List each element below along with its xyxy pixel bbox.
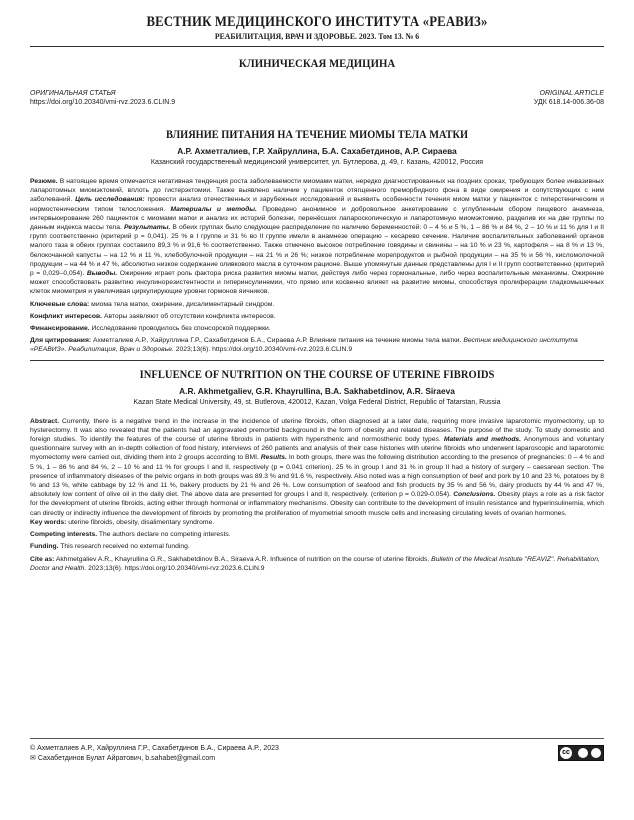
authors-en: A.R. Akhmetgaliev, G.R. Khayrullina, B.A. Sakhabetdinov, A.R. Siraeva [179, 385, 455, 396]
abstract-ru [30, 177, 604, 297]
methods-text-ru: Проведено анонимное и добровольное анкетирование с углубленным сбором пищевого анамнеза, интервьюирование 260 пациенток с миомами матки и анализ их историй болезни, перенёсших лапароскопическую и лапаротомную миомэктомию, разделив их на две группы по данным индекса массы тела. [30, 205, 605, 232]
results-label-en: Results. [260, 454, 287, 462]
keywords-ru: Ключевые слова: миома тела матки, ожирение, дисалиментарный синдром. [30, 300, 275, 308]
affiliation-ru: Казанский государственный медицинский университет, ул. Бутлерова, д. 49, г. Казань, 420012, Россия [150, 159, 484, 166]
keywords-en: Key words: uterine fibroids, obesity, disalimentary syndrome. [30, 518, 215, 526]
abstract-label-ru: Резюме. [30, 178, 58, 185]
article-page [30, 14, 604, 573]
conflict-en: Competing interests. The authors declare no competing interests. [30, 531, 231, 539]
abstract-intro-en: Currently, there is a negative trend in the increase in the incidence of uterine fibroids, often diagnosed at a later date, requiring more invasive laparotomic myomectomy, up to hysterectomy. It was also revealed that the patients had an aggravated premorbid background in the form of obesity and related diseases. The purpose of the study. To study domestic and foreign studies. To identify the features of the course of uterine fibroids in patients with hypersthenic and normosthenic body types. [30, 417, 604, 444]
affiliation-en: Kazan State Medical University, 49, st. Butlerova, 420012, Kazan, Volga Federal District, Republic of Tatarstan, Russia [133, 398, 501, 406]
udk-code: УДК 618.14-006.36-08 [533, 99, 604, 106]
article-title-en: INFLUENCE OF NUTRITION ON THE COURSE OF UTERINE FIBROIDS [139, 368, 495, 381]
article-title-ru: ВЛИЯНИЕ ПИТАНИЯ НА ТЕЧЕНИЕ МИОМЫ ТЕЛА МАТКИ [165, 129, 469, 141]
abstract-en [30, 417, 604, 518]
abstract-intro-ru: В натоящее время отмечается негативная тенденция роста заболеваемости миомами матки, нередко диагностированных на поздних сроках, требующих более инвазивных лапаротомных миомэктомий, вплоть до гистерэктомии. Также выявлено наличие у пациенток отягщенного преморбидного фона в виде ожирения и сопутствующих с ним заболеваний. [30, 178, 604, 204]
article-type-ru: ОРИГИНАЛЬНАЯ СТАТЬЯ [30, 90, 116, 97]
conclusions-text-ru: Ожирение играет роль фактора риска развития миомы матки, действуя либо через гормональные, либо через воспалительные механизмы. Ожирение может способствовать развитию инсулинорезистентности и гиперинсулинемии, что прямо или косвенно влияет на развитие миомы, способствуя пролиферации гладкомышечных клеток миометрия и увеличивая циркулирующие уровни гормонов яичников. [30, 270, 604, 296]
results-text-en: In both groups, there was the following distribution according to the presence of pregnancies: 0 – 4 % and 5 %, 1 – 86 % and 84 %, 2 – 10 % and 11 % for groups I and II, respectively (p = 0.041 criterion). 25 % in group I and 31 % in group II had a history of surgery – caesarean section. The presence of inflammatory diseases of the pelvic organs in both groups was 89.3 % and 91.6 %, respectively. Also noted was a high consumption of beef and pork by 10 and 23 %, potatoes by 8 % and 13 %, white cabbage by 12 % and 11 %, bakery products by 21 % and 26 %. Low consumption of seafood and fish products by 35 % and 56 %, dairy products by 44 % and 47 %, absolutely low content of olive oil in the daily diet. The above data are presented for groups I and II, respectively. (criterion p = 0.029-0.054). [30, 454, 604, 499]
citation-en: Cite as: Akhmetgaliev A.R., Khayrullina G.R., Sakhabetdinov B.A., Siraeva A.R. Influence of nutrition on the course of uterine fibroids. Bulletin of the Medical Institute "REAVIZ". Rehabilitation, Doctor and Health. 2023;13(6). https://doi.org/10.20340/vmi-rvz.2023.6.CLIN.9 [30, 555, 600, 572]
header-divider [30, 46, 604, 47]
contact-info[interactable]: Сахабетдинов Булат Айратович, b.sahabet@gmail.com [37, 755, 216, 762]
section-heading: КЛИНИЧЕСКАЯ МЕДИЦИНА [238, 56, 396, 70]
article-type-en: ORIGINAL ARTICLE [539, 90, 604, 97]
conclusions-text-en: Obesity plays a role as a risk factor for the development of uterine fibroids, acting either through hormonal or inflammatory mechanisms. Obesity can contribute to the development of insulin resistance and hyperinsulinemia, which can directly or indirectly influence the development of fibroids by promoting the proliferation of myometrial smooth muscle cells and increasing circulating levels of ovarian hormones. [30, 491, 604, 517]
methods-text-en: Anonymous and voluntary questionnaire survey with an in-depth collection of food history, interviews of 260 patients and analysis of their case histories with uterine fibroids who underwent laparoscopic and laparotomic myomectomy were carried out, dividing them into 2 groups according to BMI. [30, 436, 604, 462]
footer-divider [30, 738, 604, 739]
authors-ru: А.Р. Ахметгалиев, Г.Р. Хайруллина, Б.А. Сахабетдинов, А.Р. Сираева [177, 146, 457, 156]
article-meta [30, 89, 604, 107]
journal-subtitle: РЕАБИЛИТАЦИЯ, ВРАЧ И ЗДОРОВЬЕ. 2023. Том 13. № 6 [214, 31, 420, 41]
aim-label-ru: Цель исследования: [75, 196, 145, 204]
methods-label-en: Materials and methods. [443, 436, 522, 444]
conclusions-label-ru: Выводы. [86, 270, 118, 278]
footer [30, 744, 279, 764]
results-text-ru: В обеих группах было следующее распределение по наличию беременностей: 0 – 4 % и 5 %, 1 – 86 % и 84 %, 2 – 10 % и 11 % для I и II групп соответственно (критерий p = 0,041). 25 % в I группе и 31 % во II группе имели в анамнезе операцию – кесарево сечение. Наличие воспалительных заболеваний органов малого таза в обеих группах составило 89,3 % и 91,6 % соответственно. Также отмечено высокое потребление говядины и свинины – на 10 % и 23 %, картофеля – на 8 % и 13 %, белокочанной капусты – на 12 % и 11 %, хлебобулочной продукции – на 21 % и 26 %; низкое потребление морепродуктов и рыбной продукции – на 35 % и 56 %, кисломолочной продукции – на 44 % и 47 %, абсолютно низкое содержание оливкового масла в суточном рационе. Выше упомянутые данные представлены для I и II групп соответственно (критерий p = 0,029–0,054). [30, 224, 604, 278]
methods-label-ru: Материалы и методы. [170, 205, 257, 213]
funding-en: Funding. This research received no external funding. [30, 543, 190, 551]
citation-ru: Для цитирования: Ахметгалиев А.Р., Хайруллина Г.Р., Сахабетдинов Б.А., Сираева А.Р. Влияние питания на течение миомы тела матки. Вестник медицинского института «РЕАВИЗ». Реабилитация, Врач и Здоровье. 2023;13(6). https://doi.org/10.20340/vmi-rvz.2023.6.CLIN.9 [30, 337, 578, 354]
sa-icon [591, 748, 601, 758]
funding-ru: Финансирование. Исследование проводилось без спонсорской поддержки. [30, 325, 271, 333]
article-doi[interactable]: https://doi.org/10.20340/vmi-rvz.2023.6.CLIN.9 [30, 99, 176, 106]
envelope-icon: ✉ [30, 755, 36, 762]
conflict-ru: Конфликт интересов. Авторы заявляют об отсутствии конфликта интересов. [30, 312, 276, 320]
abstract-label-en: Abstract. [30, 417, 60, 425]
cc-license-badge[interactable] [558, 745, 604, 761]
copyright: © Ахметгалиев А.Р., Хайруллина Г.Р., Сахабетдинов Б.А., Сираева А.Р., 2023 [30, 745, 279, 752]
results-label-ru: Результаты. [124, 224, 171, 232]
cc-icon: cc [560, 747, 572, 759]
by-icon [578, 748, 588, 758]
language-divider [30, 360, 604, 361]
contact-line [30, 754, 279, 764]
aim-text-ru: провести анализ отечественных и зарубежных исследований и выявить особенности течения миом матки у пациенток с гиперстеническим и нормостеническим типом телосложения. [30, 196, 604, 213]
conclusions-label-en: Conclusions. [453, 491, 496, 499]
journal-title: ВЕСТНИК МЕДИЦИНСКОГО ИНСТИТУТА «РЕАВИЗ» [146, 14, 488, 30]
